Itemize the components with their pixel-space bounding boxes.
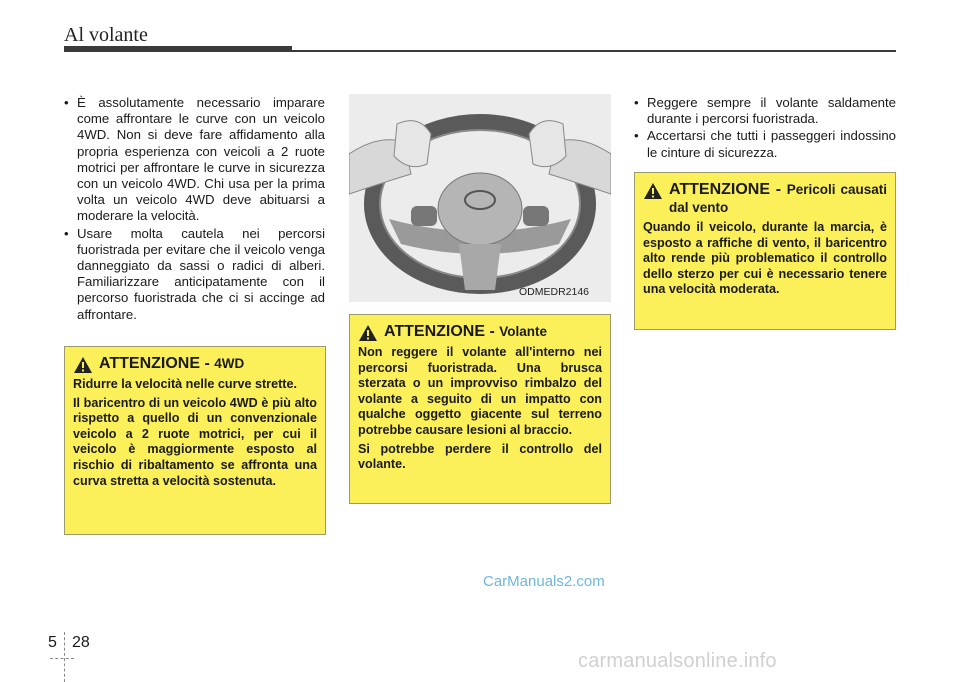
warning-paragraph: Il baricentro di un veicolo 4WD è più alto rispetto a quello di un convenzionale veicolo a 2 ruote motrici, per cui il veicolo è maggiormente esposto al rischio di ribaltamento se affronta una curva stretta a velocità sostenuta. xyxy=(73,395,317,488)
page-header-title: Al volante xyxy=(64,24,148,46)
section-number: 5 xyxy=(48,634,57,651)
warning-box-vento xyxy=(634,172,896,330)
warning-title: ATTENZIONE - 4WD xyxy=(99,355,245,372)
bullet-item: • Reggere sempre il volante saldamente durante i percorsi fuoristrada. xyxy=(634,95,896,127)
watermark-link[interactable]: CarManuals2.com xyxy=(483,573,605,590)
warning-paragraph: Ridurre la velocità nelle curve strette. xyxy=(73,377,297,391)
header-rule xyxy=(292,50,896,52)
header-bar xyxy=(64,46,292,52)
left-column-text xyxy=(64,95,325,324)
warning-title: ATTENZIONE - Pericoli causati dal vento xyxy=(669,181,887,215)
page-number: 28 xyxy=(72,634,90,651)
warning-box-volante xyxy=(349,314,611,504)
footer-divider xyxy=(64,632,65,682)
site-logo: carmanualsonline.info xyxy=(578,650,777,672)
bullet-item: • Accertarsi che tutti i passeggeri indossino le cinture di sicurezza. xyxy=(634,128,896,160)
warning-triangle-icon xyxy=(643,182,663,200)
footer-rule xyxy=(50,658,74,659)
right-column-text xyxy=(634,95,896,162)
warning-triangle-icon xyxy=(73,356,93,374)
bullet-item: • È assolutamente necessario imparare come affrontare le curve con un veicolo 4WD. Non si deve fare affidamento alla propria esperienza con veicoli a 2 ruote motrici per affrontare le curve in sicurezza con un veicolo 4WD. Chi usa per la prima volta un veicolo 4WD deve abituarsi a moderare la velocità. xyxy=(64,95,325,225)
warning-paragraph: Si potrebbe perdere il controllo del volante. xyxy=(358,441,602,472)
warning-paragraph: Non reggere il volante all'interno nei percorsi fuoristrada. Una brusca sterzata o un improvviso rimbalzo del volante a seguito di un impatto con qualche oggetto giacente sul terreno potrebbe causare lesioni al braccio. xyxy=(358,345,602,437)
steering-wheel-illustration xyxy=(349,94,611,302)
warning-box-4wd xyxy=(64,346,326,535)
figure-caption: ODMEDR2146 xyxy=(519,286,590,298)
warning-title: ATTENZIONE - Volante xyxy=(384,323,548,340)
warning-paragraph: Quando il veicolo, durante la marcia, è esposto a raffiche di vento, il baricentro alto rende più problematico il controllo dello sterzo per cui è necessario tenere una velocità moderata. xyxy=(643,220,887,297)
bullet-item: • Usare molta cautela nei percorsi fuoristrada per evitare che il veicolo venga danneggiato da sassi o radici di alberi. Familiarizzare anticipatamente con il percorso fuoristrada che ci si accinge ad affrontare. xyxy=(64,226,325,323)
warning-triangle-icon xyxy=(358,324,378,342)
